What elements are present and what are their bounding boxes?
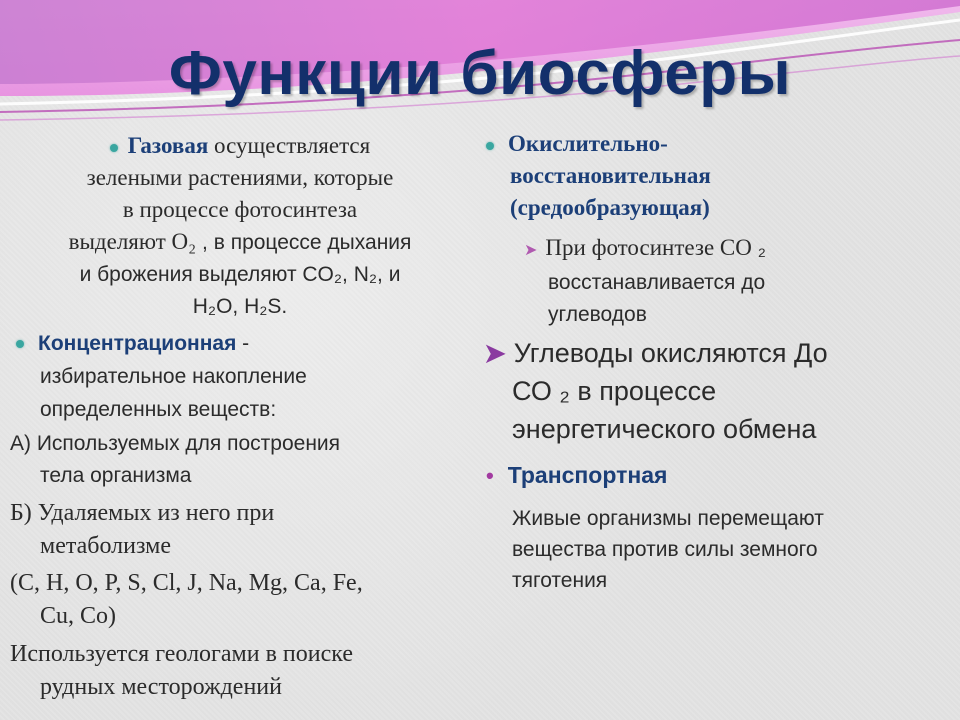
chevron-right-icon: ➤ <box>484 338 506 368</box>
transport-function-name: Транспортная <box>507 462 668 488</box>
photosynthesis-subitem <box>524 232 944 331</box>
gas-line-5: и брожения выделяют CO₂, N₂, и <box>79 263 401 286</box>
redox-function-block <box>484 128 944 224</box>
redox-line-3: (средообразующая) <box>510 195 710 220</box>
transport-function-block <box>484 458 944 596</box>
bullet-icon <box>486 142 494 150</box>
geology-line-2: рудных месторождений <box>40 674 282 700</box>
elements-line-1: (C, H, O, P, S, Cl, J, Na, Mg, Ca, Fe, <box>10 570 363 596</box>
chevron-right-icon: ➤ <box>524 242 538 259</box>
concentration-dash: - <box>236 332 250 355</box>
carbohydrates-line-1: Углеводы окисляются До <box>513 338 828 368</box>
item-b-line-2: метаболизме <box>40 533 171 559</box>
gas-function-name: Газовая <box>127 133 209 158</box>
gas-function-block <box>30 130 450 323</box>
redox-line-1: Окислительно- <box>508 131 668 156</box>
concentration-function-name: Концентрационная <box>38 332 237 355</box>
concentration-function-block <box>14 327 454 426</box>
item-a-line-1: А) Используемых для построения <box>10 432 341 455</box>
page-title: Функции биосферы <box>168 39 792 108</box>
bullet-icon: • <box>486 463 494 488</box>
concentration-line-2: избирательное накопление <box>40 365 307 388</box>
bullet-icon <box>110 144 118 152</box>
item-b-line-1: Б) Удаляемых из него при <box>10 500 275 526</box>
redox-line-2: восстановительная <box>510 163 711 188</box>
transport-line-2: вещества против силы земного <box>512 538 818 561</box>
carbohydrates-block <box>484 334 944 448</box>
gas-line-1: осуществляется <box>214 133 371 158</box>
photosynthesis-line-2: восстанавливается до <box>548 271 766 294</box>
item-a-block <box>10 428 450 492</box>
gas-line-2: зелеными растениями, которые <box>86 165 394 190</box>
gas-line-4a: выделяют О <box>68 229 189 254</box>
gas-line-6: H₂O, H₂S. <box>192 295 288 318</box>
elements-line-2: Cu, Co) <box>40 603 117 629</box>
photosynthesis-line-3: углеводов <box>548 303 647 326</box>
gas-line-4b: , в процессе дыхания <box>196 231 412 254</box>
photosynthesis-subscript: ₂ <box>751 237 766 260</box>
geology-block <box>10 638 450 704</box>
carbohydrates-line-2: СО ₂ в процессе <box>512 376 717 406</box>
gas-line-4-subscript: ₂ <box>188 229 197 254</box>
transport-line-1: Живые организмы перемещают <box>512 507 824 530</box>
bullet-icon <box>16 340 24 348</box>
elements-list-block <box>10 567 450 633</box>
item-b-block <box>10 497 450 563</box>
carbohydrates-line-3: энергетического обмена <box>512 414 817 444</box>
gas-line-3: в процессе фотосинтеза <box>122 197 358 222</box>
geology-line-1: Используется геологами в поиске <box>10 641 353 667</box>
item-a-line-2: тела организма <box>40 464 192 487</box>
concentration-line-3: определенных веществ: <box>40 398 277 421</box>
transport-line-3: тяготения <box>512 569 608 592</box>
photosynthesis-line-1: При фотосинтезе СО <box>545 235 752 260</box>
